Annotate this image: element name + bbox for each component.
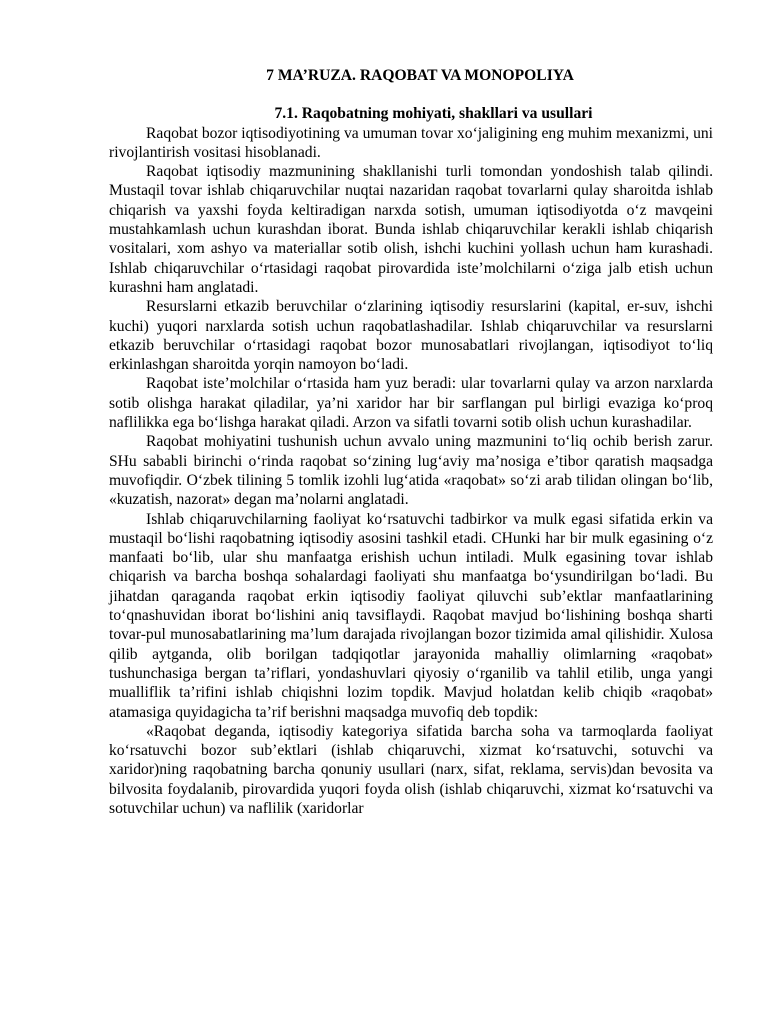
paragraph-4: Raqobat iste’molchilar o‘rtasida ham yuz beradi: ular tovarlarni qulay va arzon narxlarda sotib olishga harakat qiladilar, ya’ni xaridor har bir sarflangan pul birligi evaziga ko‘proq naflilikka ega bo‘lishga harakat qiladi. Arzon va sifatli tovarni sotib olish uchun kurashadilar. bbox=[109, 375, 713, 432]
paragraph-1: Raqobat bozor iqtisodiyotining va umuman tovar xo‘jaligining eng muhim mexanizmi, uni rivojlantirish vositasi hisoblanadi. bbox=[109, 124, 713, 161]
document-page bbox=[109, 66, 713, 818]
section-heading: 7.1. Raqobatning mohiyati, shakllari va usullari bbox=[274, 105, 593, 123]
paragraph-3: Resurslarni etkazib beruvchilar o‘zlarining iqtisodiy resurslarini (kapital, er-suv, ishchi kuchi) yuqori narxlarda sotish uchun raqobatlashadilar. Ishlab chiqaruvchilar va resurslarni etkazib beruvchilar o‘rtasidagi raqobat bozor munosabatlari rivojlangan, iqtisodiyot to‘liq erkinlashgan sharoitda yorqin namoyon bo‘ladi. bbox=[109, 298, 713, 374]
paragraph-2: Raqobat iqtisodiy mazmunining shakllanishi turli tomondan yondoshish talab qilindi. Mustaqil tovar ishlab chiqaruvchilar nuqtai nazaridan raqobat tovarlarni qulay sharoitda ishlab chiqarish va yaxshi foyda keltiradigan narxda sotish, umuman iqtisodiyotda o‘z mavqeini mustahkamlash uchun kurashdan iborat. Bunda ishlab chiqaruvchilar kerakli ishlab chiqarish vositalari, xom ashyo va materiallar sotib olish, ishchi kuchini yollash uchun ham kurashadi. Ishlab chiqaruvchilar o‘rtasidagi raqobat pirovardida iste’molchilarni o‘ziga jalb etish uchun kurashni ham anglatadi. bbox=[109, 163, 713, 296]
paragraph-5: Raqobat mohiyatini tushunish uchun avvalo uning mazmunini to‘liq ochib berish zarur. SHu sababli birinchi o‘rinda raqobat so‘zining lug‘aviy ma’nosiga e’tibor qaratish maqsadga muvofiqdir. O‘zbek tilining 5 tomlik izohli lug‘atida «raqobat» so‘zi arab tilidan olingan bo‘lib, «kuzatish, nazorat» degan ma’nolarni anglatadi. bbox=[109, 433, 713, 509]
lecture-title: 7 MA’RUZA. RAQOBAT VA MONOPOLIYA bbox=[266, 67, 574, 84]
paragraph-6: Ishlab chiqaruvchilarning faoliyat ko‘rsatuvchi tadbirkor va mulk egasi sifatida erkin va mustaqil bo‘lishi raqobatning iqtisodiy asosini tashkil etadi. CHunki har bir mulk egasining o‘z manfaati bo‘lib, ular shu manfaatga erishish uchun intiladi. Mulk egasining tovar ishlab chiqarish va barcha boshqa sohalardagi faoliyati shu manfaatga bo‘ysundirilgan bo‘ladi. Bu jihatdan qaraganda raqobat erkin iqtisodiy faoliyat qiluvchi sub’ektlar manfaatlarining to‘qnashuvidan iborat bo‘lishini aniq tavsiflaydi. Raqobat mavjud bo‘lishining boshqa sharti tovar-pul munosabatlarining ma’lum darajada rivojlangan bozor tizimida amal qilishidir. Xulosa qilib aytganda, olib borilgan tadqiqotlar jarayonida mahalliy olimlarning «raqobat» tushunchasiga bergan ta’riflari, yondashuvlari qiyosiy o‘rganilib va tahlil etilib, unga yangi mualliflik ta’rifini ishlab chiqishni lozim topdik. Mavjud holatdan kelib chiqib «raqobat» atamasiga quyidagicha ta’rif berishni maqsadga muvofiq deb topdik: bbox=[109, 510, 713, 721]
paragraph-7: «Raqobat deganda, iqtisodiy kategoriya sifatida barcha soha va tarmoqlarda faoliyat ko‘rsatuvchi bozor sub’ektlari (ishlab chiqaruvchi, xizmat ko‘rsatuvchi, sotuvchi va xaridor)ning raqobatning barcha qonuniy usullari (narx, sifat, reklama, servis)dan bevosita va bilvosita foydalanib, pirovardida yuqori foyda olish (ishlab chiqaruvchi, xizmat ko‘rsatuvchi va sotuvchilar uchun) va naflilik (xaridorlar bbox=[109, 722, 713, 817]
